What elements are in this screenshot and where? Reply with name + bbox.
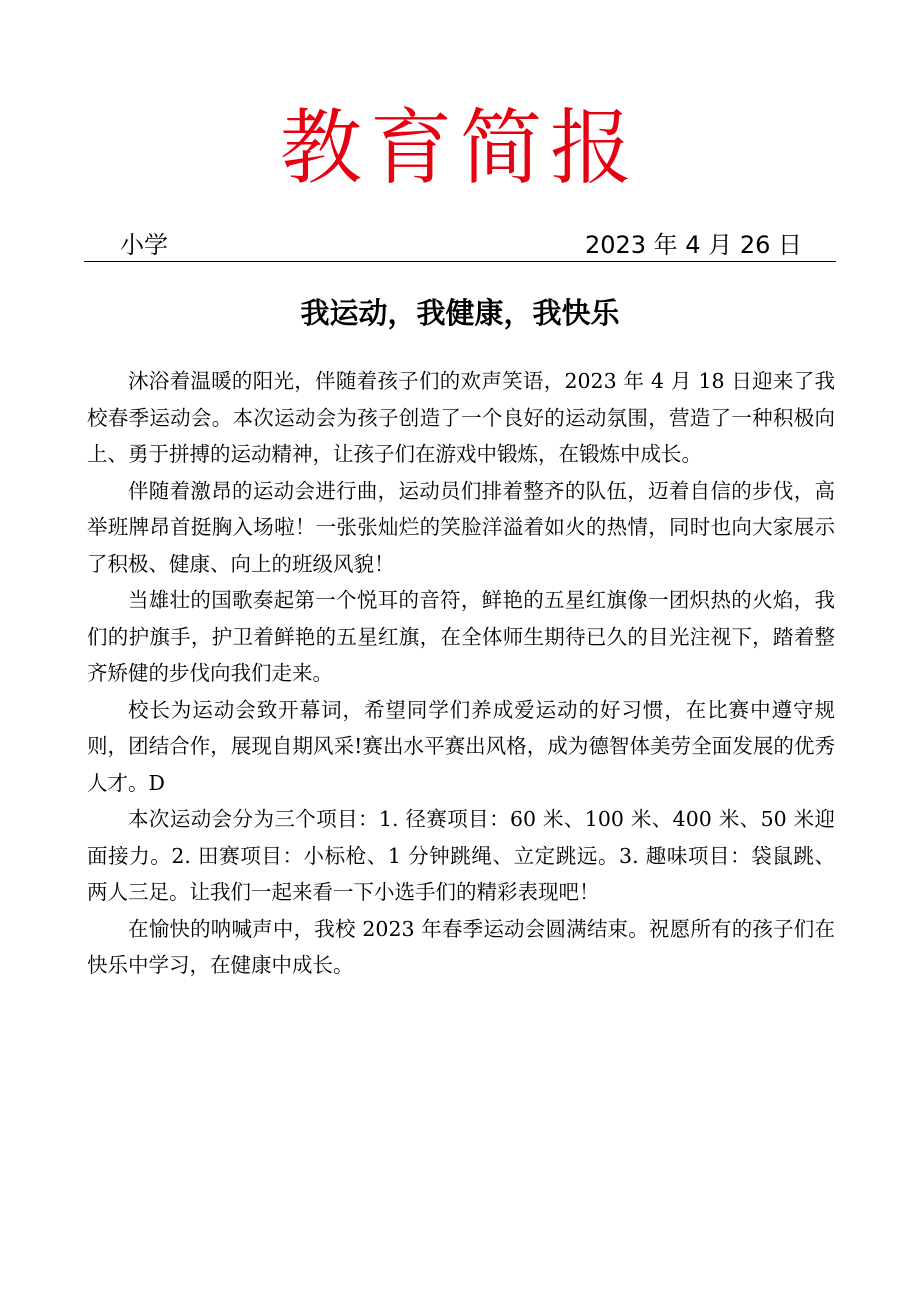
info-row — [84, 230, 836, 264]
paragraph-5: 本次运动会分为三个项目：1. 径赛项目：60 米、100 米、400 米、50 米迎面接力。2. 田赛项目：小标枪、1 分钟跳绳、立定跳远。3. 趣味项目：袋鼠跳、两人三足。让我们一起来看一下小选手们的精彩表现吧！ — [87, 807, 835, 904]
paragraph-2: 伴随着激昂的运动会进行曲，运动员们排着整齐的队伍，迈着自信的步伐，高举班牌昂首挺胸入场啦！一张张灿烂的笑脸洋溢着如火的热情，同时也向大家展示了积极、健康、向上的班级风貌！ — [87, 478, 835, 576]
paragraph-6: 在愉快的呐喊声中，我校 2023 年春季运动会圆满结束。祝愿所有的孩子们在快乐中学习，在健康中成长。 — [87, 916, 835, 977]
header-divider — [84, 261, 836, 262]
issue-date: 2023 年 4 月 26 日 — [584, 231, 802, 259]
school-name: 小学 — [120, 231, 168, 259]
article-title: 我运动，我健康，我快乐 — [300, 296, 620, 330]
paragraph-4: 校长为运动会致开幕词，希望同学们养成爱运动的好习惯，在比赛中遵守规则，团结合作，展现自期风采!赛出水平赛出风格，成为德智体美劳全面发展的优秀人才。D — [87, 697, 835, 795]
masthead-title: 教育简报 — [279, 101, 640, 196]
article-body — [87, 363, 835, 984]
paragraph-3: 当雄壮的国歌奏起第一个悦耳的音符，鲜艳的五星红旗像一团炽热的火焰，我们的护旗手，护卫着鲜艳的五星红旗，在全体师生期待已久的目光注视下，踏着整齐矫健的步伐向我们走来。 — [87, 588, 835, 685]
paragraph-1: 沐浴着温暖的阳光，伴随着孩子们的欢声笑语，2023 年 4 月 18 日迎来了我校春季运动会。本次运动会为孩子创造了一个良好的运动氛围，营造了一种积极向上、勇于拼搏的运动精神，让孩子们在游戏中锻炼，在锻炼中成长。 — [87, 369, 835, 466]
